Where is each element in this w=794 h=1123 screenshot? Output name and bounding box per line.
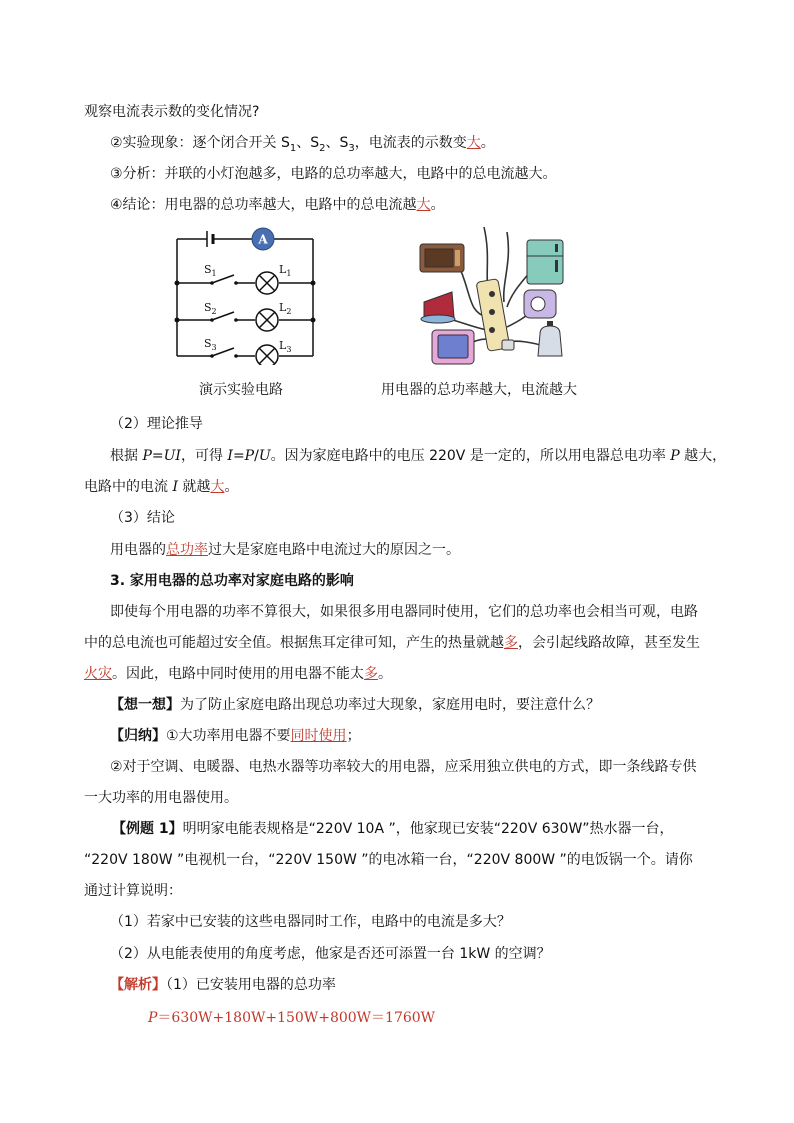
lamp-label-l1: $L_1$ (279, 263, 292, 278)
conclusion-heading (110, 508, 175, 528)
label: 【例题 1】 (112, 821, 183, 837)
section-para-3 (84, 664, 392, 684)
text: “220V 180W ”电视机一台，“220V 150W ”的电冰箱一台，“220V 800W ”的电饭锅一个。请你 (84, 852, 693, 868)
switch-label-s3: $S_3$ (204, 337, 217, 352)
text: 明明家电能表规格是“220V 10A ”，他家现已安装“220V 630W”热水器一台， (182, 821, 674, 837)
vacuum-icon (524, 290, 556, 318)
text: 3. 家用电器的总功率对家庭电路的影响 (110, 573, 354, 589)
answer-blank: 大 (210, 479, 225, 495)
text: ①大功率用电器不要 (166, 728, 291, 744)
text: ④结论：用电器的总功率越大，电路中的总电流越 (110, 197, 417, 213)
var-p: P (244, 448, 255, 464)
microwave-icon (420, 244, 464, 272)
text-line (84, 102, 259, 122)
think-line (110, 695, 600, 715)
text: 根据 (110, 448, 143, 464)
var-p: P (148, 1010, 158, 1026)
text: 。 (480, 135, 495, 151)
summary-line-1 (110, 726, 361, 746)
ammeter-symbol (252, 228, 274, 250)
text: ，会引起线路故障，甚至发生 (518, 635, 700, 651)
text: 一大功率的用电器使用。 (84, 790, 238, 806)
answer-blank: 火灾 (84, 666, 112, 682)
example-line-3 (84, 881, 182, 901)
appliances-illustration (412, 222, 582, 372)
iron-icon (421, 292, 455, 323)
formula (148, 1007, 435, 1027)
text: （2）从电能表使用的角度考虑，他家是否还可添置一台 1kW 的空调？ (110, 946, 551, 962)
analysis-line (110, 164, 557, 184)
label: 【归纳】 (110, 728, 166, 744)
theory-line-2 (84, 477, 238, 497)
answer-line (110, 975, 336, 995)
answer-blank: 多 (504, 635, 518, 651)
plug-icon (502, 340, 514, 350)
tv-icon (432, 330, 474, 364)
text: 、S (325, 135, 349, 151)
formula-text: ＝630W+180W+150W+800W＝1760W (157, 1010, 436, 1026)
conclusion-text (110, 540, 460, 560)
text: 过大是家庭电路中电流过大的原因之一。 (208, 542, 460, 558)
answer-blank: 总功率 (166, 542, 208, 558)
text: ③分析：并联的小灯泡越多，电路的总功率越大，电路中的总电流越大。 (110, 166, 557, 182)
section-heading (110, 571, 354, 591)
example-line-1 (112, 819, 674, 839)
summary-line-2 (110, 757, 697, 777)
lamp-label-l2: $L_2$ (279, 301, 292, 316)
text: ②对于空调、电暖器、电热水器等功率较大的用电器，应采用独立供电的方式，即一条线路专供 (110, 759, 697, 775)
subscript: 1 (289, 142, 297, 154)
appliance-caption: 用电器的总功率越大，电流越大 (381, 382, 577, 398)
label: 【想一想】 (110, 697, 180, 713)
conclusion-line (110, 195, 445, 215)
circuit-diagram (170, 225, 320, 365)
text: （3）结论 (110, 510, 175, 526)
text: ②实验现象：逐个闭合开关 S (110, 135, 290, 151)
answer-blank: 大 (466, 135, 481, 151)
text: ； (346, 728, 361, 744)
section-para-1 (110, 602, 698, 622)
subscript: 3 (348, 142, 355, 154)
answer-blank: 大 (416, 197, 431, 213)
text: 即使每个用电器的功率不算很大，如果很多用电器同时使用，它们的总功率也会相当可观，电路 (110, 604, 698, 620)
text: （1）若家中已安装的这些电器同时工作，电路中的电流是多大？ (110, 914, 511, 930)
text: ，电流表的示数变 (354, 135, 467, 151)
text: 中的总电流也可能超过安全值。根据焦耳定律可知，产生的热量就越 (84, 635, 504, 651)
var-ui: UI (163, 448, 181, 464)
label: 【解析】 (110, 977, 166, 993)
text: 。因此，电路中同时使用的用电器不能太 (112, 666, 364, 682)
text: 为了防止家庭电路出现总功率过大现象，家庭用电时，要注意什么？ (180, 697, 600, 713)
var-i: I (172, 479, 178, 495)
summary-line-3 (84, 788, 238, 808)
phenomenon-line (110, 133, 495, 159)
var-p: P (142, 448, 152, 464)
observe-text: 观察电流表示数的变化情况? (84, 104, 260, 120)
text: 。 (224, 479, 239, 495)
text: 电路中的电流 (84, 479, 173, 495)
example-line-2 (84, 850, 693, 870)
answer-blank: 多 (364, 666, 378, 682)
text: ，可得 (180, 448, 228, 464)
text: （1）已安装用电器的总功率 (166, 977, 336, 993)
text: 。因为家庭电路中的电压 220V 是一定的，所以用电器总电功率 (270, 448, 671, 464)
circuit-caption: 演示实验电路 (199, 382, 283, 398)
text: 就越 (177, 479, 211, 495)
answer-blank: 同时使用 (290, 728, 347, 744)
text: 越大， (679, 448, 727, 464)
question-2 (110, 944, 551, 964)
text: 用电器的 (110, 542, 166, 558)
var-i: I (227, 448, 233, 464)
text: = (232, 448, 245, 464)
lamp-label-l3: $L_3$ (279, 339, 292, 354)
text: 、S (296, 135, 320, 151)
question-1 (110, 912, 511, 932)
text: （2）理论推导 (110, 416, 203, 432)
fridge-icon (527, 240, 563, 284)
var-p: P (670, 448, 680, 464)
subscript: 2 (319, 142, 326, 154)
text: = (151, 448, 164, 464)
var-u: U (258, 448, 271, 464)
text: / (254, 448, 259, 464)
section-para-2 (84, 633, 700, 653)
switch-label-s1: $S_1$ (204, 263, 217, 278)
ammeter-label: A (258, 232, 268, 247)
kettle-icon (538, 321, 562, 356)
theory-heading (110, 414, 203, 434)
text: 。 (430, 197, 445, 213)
switch-label-s2: $S_2$ (204, 301, 217, 316)
theory-line-1 (110, 446, 726, 466)
text: 。 (378, 666, 392, 682)
text: 通过计算说明： (84, 883, 182, 899)
